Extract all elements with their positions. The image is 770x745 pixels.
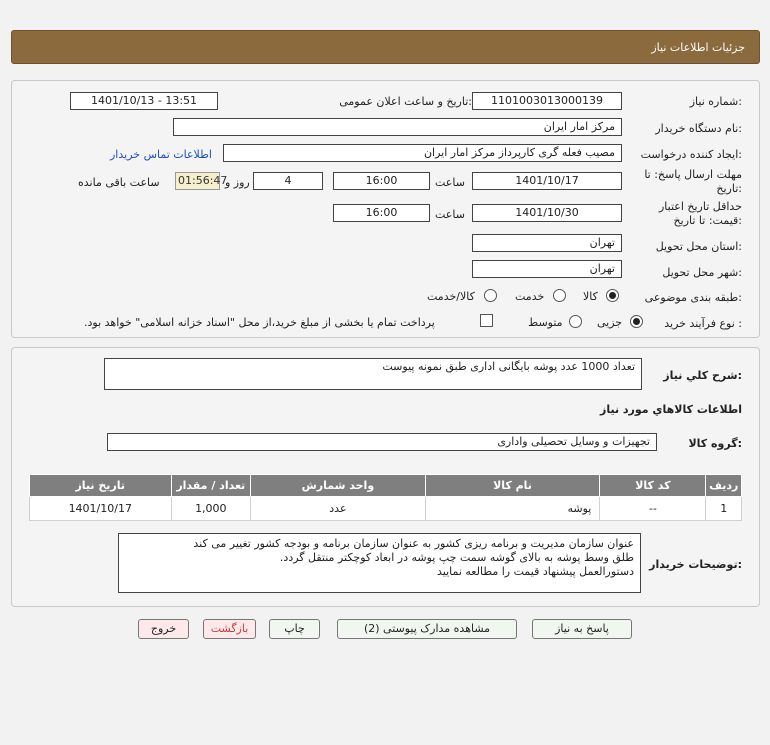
city-field: تهران	[472, 260, 622, 278]
cell-unit: عدد	[251, 497, 426, 521]
goods-table-header	[30, 475, 742, 497]
validity-time-field: 16:00	[333, 204, 430, 222]
announce-date-field: 1401/10/13 - 13:51	[70, 92, 218, 110]
deadline-label: مهلت ارسال پاسخ: تا	[644, 168, 742, 181]
buyer-notes-label: توضیحات خریدار:	[649, 558, 742, 571]
category-radio-both[interactable]	[484, 289, 497, 302]
buyer-notes-box	[118, 533, 641, 593]
process-option-minor: جزیی	[597, 316, 623, 329]
buyer-notes-line: طلق وسط پوشه به بالای گوشه سمت چپ پوشه در ابعاد کوچکتر منتقل گردد.	[279, 551, 634, 564]
buyer-contact-link[interactable]: اطلاعات تماس خریدار	[110, 148, 212, 161]
remaining-days-field: 4	[253, 172, 323, 190]
table-row	[30, 497, 742, 521]
treasury-payment-checkbox[interactable]	[480, 314, 493, 327]
need-number-field: 1101003013000139	[472, 92, 622, 110]
category-option-both: کالا/خدمت	[427, 290, 475, 303]
creator-field: مصیب فعله گری کارپرداز مرکز امار ایران	[223, 144, 622, 162]
deadline-label-2: تاریخ:	[716, 182, 742, 195]
category-radio-goods[interactable]	[606, 289, 619, 302]
summary-field: تعداد 1000 عدد پوشه بایگانی اداری طبق نمونه پیوست	[104, 358, 642, 390]
goods-group-field: تجهیزات و وسایل تحصیلی واداری	[107, 433, 657, 451]
deadline-time-field: 16:00	[333, 172, 430, 190]
col-unit: واحد شمارش	[251, 475, 426, 497]
goods-table	[29, 474, 742, 521]
cell-need-date: 1401/10/17	[30, 497, 172, 521]
col-goods-code: کد کالا	[600, 475, 706, 497]
back-button[interactable]: بازگشت	[203, 619, 256, 639]
col-goods-name: نام کالا	[425, 475, 600, 497]
process-option-medium: متوسط	[528, 316, 563, 329]
cell-row-number: 1	[706, 497, 742, 521]
remaining-label: ساعت باقی مانده	[78, 176, 160, 189]
buyer-notes-line: دستورالعمل پیشنهاد قیمت را مطالعه نمایید	[436, 565, 634, 578]
goods-group-label: گروه کالا:	[688, 437, 742, 450]
category-label: طبقه بندی موضوعی:	[644, 291, 742, 304]
creator-label: ایجاد کننده درخواست:	[640, 148, 742, 161]
print-button[interactable]: چاپ	[269, 619, 320, 639]
buyer-org-label: نام دستگاه خریدار:	[655, 122, 742, 135]
deadline-time-label: ساعت	[435, 176, 465, 189]
validity-label: حداقل تاریخ اعتبار	[658, 200, 742, 213]
goods-section-title: اطلاعات کالاهاي مورد نیاز	[600, 403, 742, 416]
city-label: شهر محل تحویل:	[662, 266, 742, 279]
days-label: روز و	[225, 176, 250, 189]
buyer-notes-line: عنوان سازمان مدیریت و برنامه ریزی کشور به عنوان سازمان برنامه و بودجه کشور تغییر می کند	[193, 537, 634, 550]
remaining-time-field: 01:56:47	[175, 172, 220, 190]
category-option-service: خدمت	[515, 290, 545, 303]
category-option-goods: کالا	[583, 290, 598, 303]
process-radio-medium[interactable]	[569, 315, 582, 328]
cell-goods-code: --	[600, 497, 706, 521]
deadline-date-field: 1401/10/17	[472, 172, 622, 190]
reply-button[interactable]: پاسخ به نیاز	[532, 619, 632, 639]
col-row-number: ردیف	[706, 475, 742, 497]
process-type-label: نوع فرآیند خرید :	[664, 317, 742, 330]
page-header	[11, 30, 760, 64]
treasury-payment-note: پرداخت تمام یا بخشی از مبلغ خرید،از محل "اسناد خزانه اسلامی" خواهد بود.	[84, 316, 435, 329]
validity-time-label: ساعت	[435, 208, 465, 221]
view-attachments-button[interactable]: مشاهده مدارک پیوستی (2)	[337, 619, 517, 639]
announce-date-label: تاریخ و ساعت اعلان عمومی:	[339, 95, 472, 108]
col-quantity: تعداد / مقدار	[171, 475, 251, 497]
validity-label-2: قیمت: تا تاریخ:	[673, 214, 742, 227]
province-label: استان محل تحویل:	[655, 240, 742, 253]
province-field: تهران	[472, 234, 622, 252]
process-radio-minor[interactable]	[630, 315, 643, 328]
summary-label: شرح کلي نیاز:	[663, 369, 742, 382]
validity-date-field: 1401/10/30	[472, 204, 622, 222]
exit-button[interactable]: خروج	[138, 619, 189, 639]
cell-quantity: 1,000	[171, 497, 251, 521]
category-radio-service[interactable]	[553, 289, 566, 302]
need-number-label: شماره نیاز:	[689, 95, 742, 108]
cell-goods-name: پوشه	[425, 497, 600, 521]
col-need-date: تاریخ نیاز	[30, 475, 172, 497]
page-title: جزئیات اطلاعات نیاز	[651, 41, 745, 54]
buyer-org-field: مرکز امار ایران	[173, 118, 622, 136]
